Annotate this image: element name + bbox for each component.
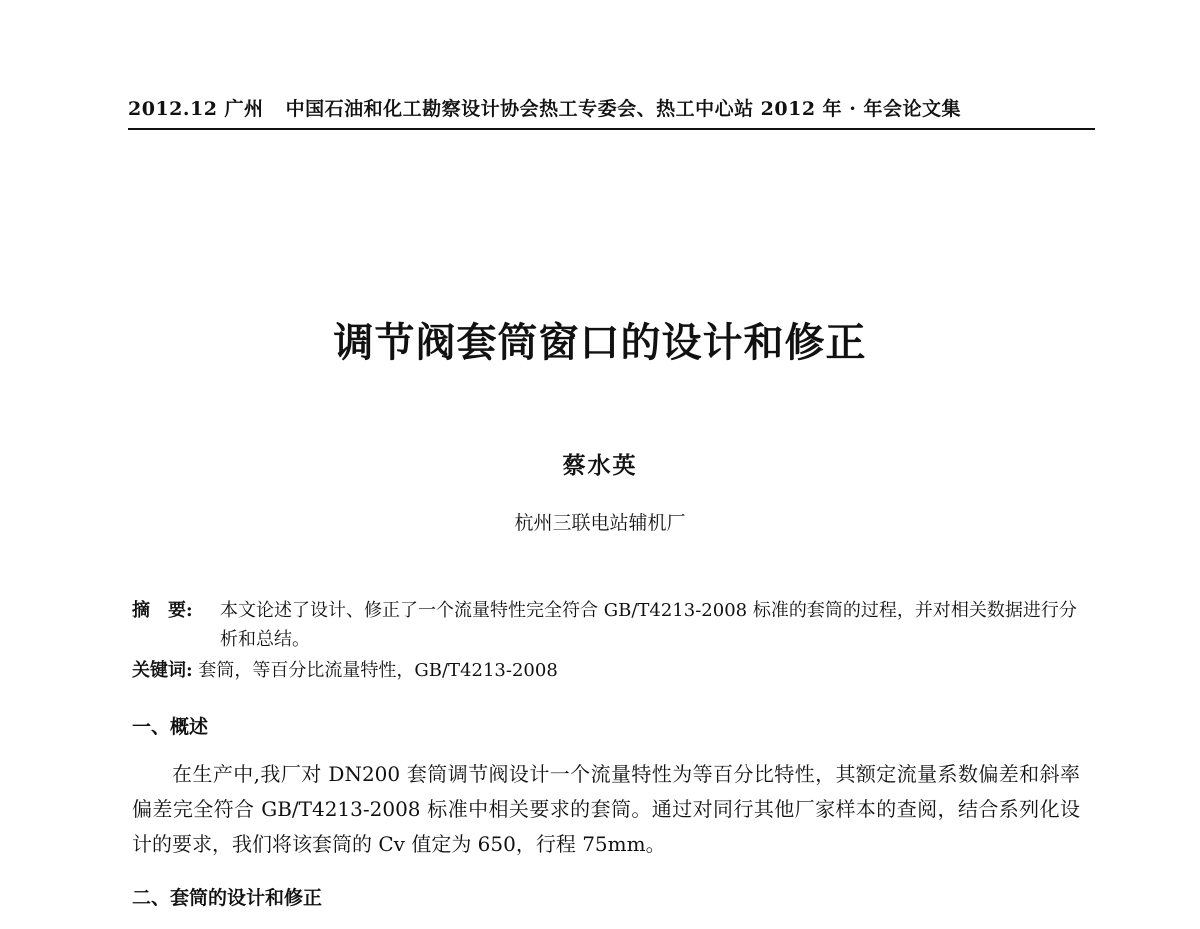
- section-heading-design: 二、套筒的设计和修正: [132, 887, 323, 909]
- header-proceedings-title: 中国石油和化工勘察设计协会热工专委会、热工中心站 2012 年 · 年会论文集: [285, 98, 962, 120]
- author-affiliation: 杭州三联电站辅机厂: [514, 512, 686, 534]
- header-rule: [128, 128, 1095, 130]
- keywords-text: 套筒，等百分比流量特性，GB/T4213-2008: [198, 660, 558, 681]
- paper-title: 调节阀套筒窗口的设计和修正: [333, 320, 867, 366]
- keywords-label: 关键词:: [132, 660, 193, 681]
- abstract-label: 摘 要:: [132, 600, 193, 621]
- author-name: 蔡水英: [562, 452, 638, 479]
- running-header: [128, 94, 1095, 124]
- section-heading-overview: 一、概述: [132, 716, 209, 738]
- abstract-text: 本文论述了设计、修正了一个流量特性完全符合 GB/T4213-2008 标准的套筒的过程，并对相关数据进行分析和总结。: [220, 600, 1077, 650]
- overview-paragraph: 在生产中,我厂对 DN200 套筒调节阀设计一个流量特性为等百分比特性，其额定流量系数偏差和斜率偏差完全符合 GB/T4213-2008 标准中相关要求的套筒。通过对同行其他厂家样本的查阅，结合系列化设计的要求，我们将该套筒的 Cv 值定为 650，行程 75mm。: [132, 762, 1080, 856]
- header-date-place: 2012.12 广州: [128, 98, 264, 120]
- keywords: [132, 656, 1092, 685]
